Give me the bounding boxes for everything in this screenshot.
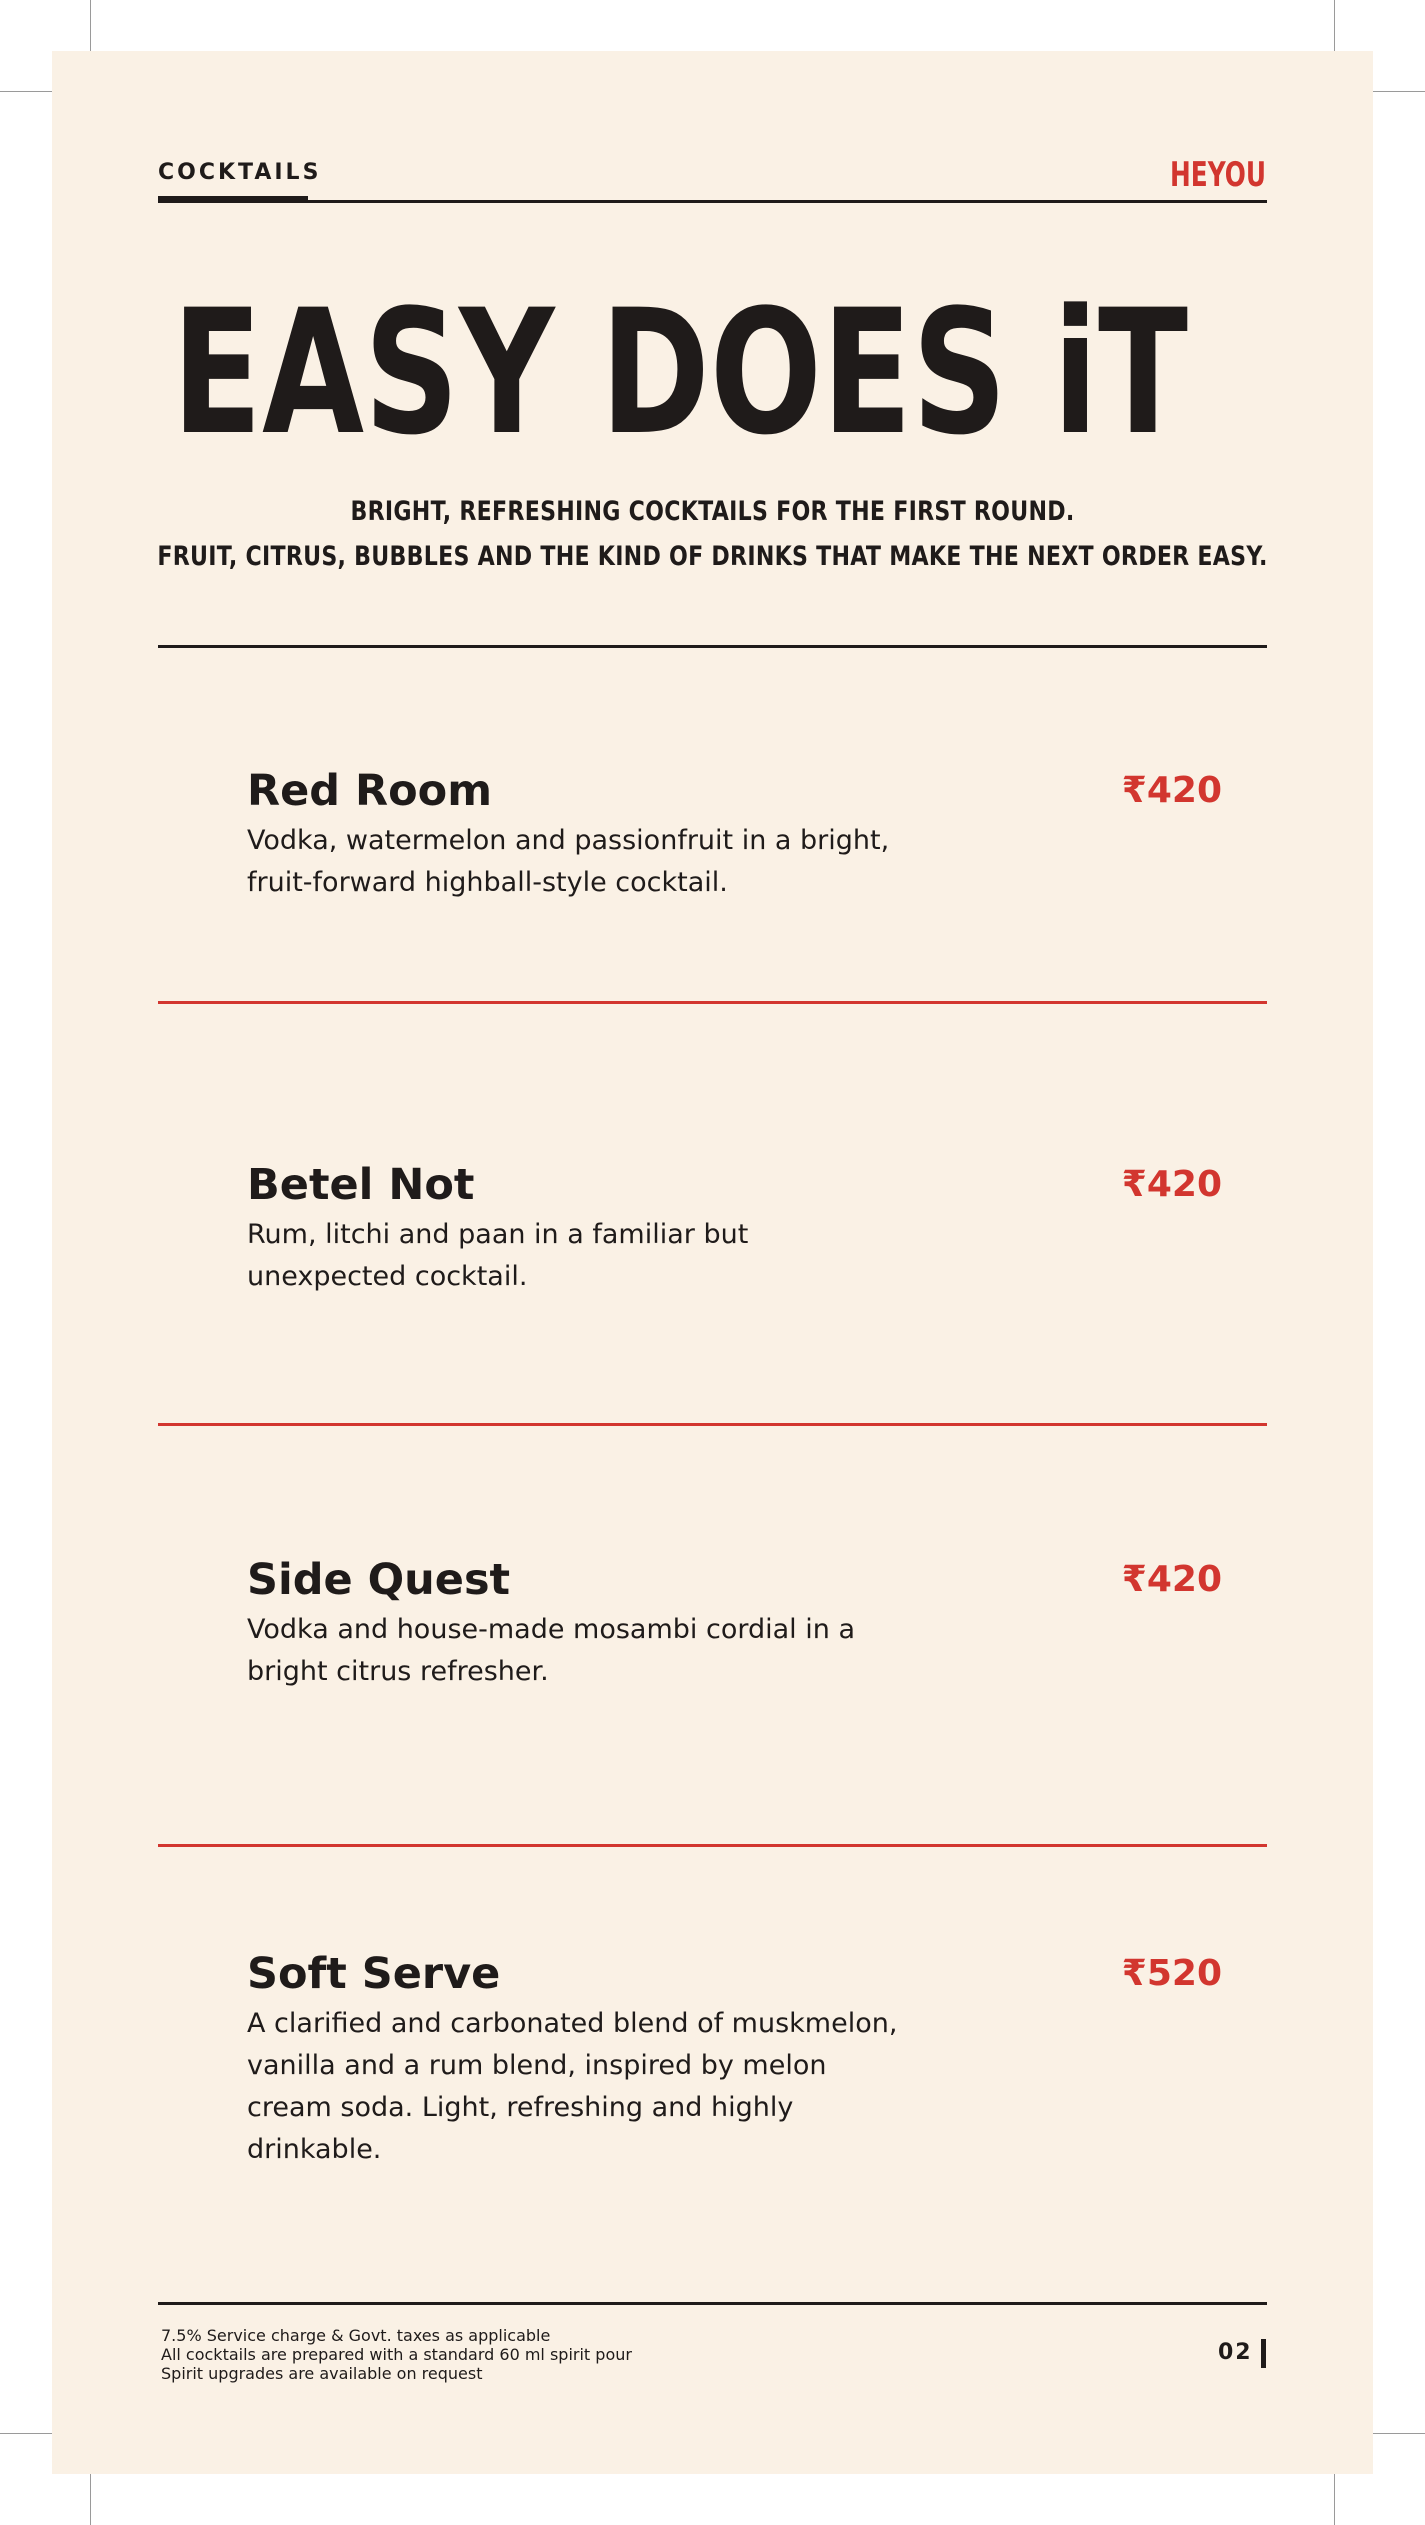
page-number-bar	[1261, 2339, 1266, 2368]
menu-item	[247, 1553, 1277, 1693]
item-name: Betel Not	[247, 1160, 475, 1210]
item-name: Side Quest	[247, 1555, 511, 1605]
menu-item	[247, 1947, 1277, 2171]
brand-logo	[1168, 152, 1268, 194]
item-description: Vodka, watermelon and passionfruit in a bright, fruit-forward highball-style cocktail.	[247, 825, 890, 898]
item-divider	[158, 1844, 1267, 1847]
item-price: ₹420	[1121, 1559, 1222, 1600]
headline	[130, 272, 1230, 473]
item-name: Red Room	[247, 766, 493, 816]
section-label: COCKTAILS	[158, 160, 322, 185]
item-divider	[158, 1423, 1267, 1426]
hero-rule	[158, 645, 1267, 648]
item-description: Vodka and house-made mosambi cordial in a bright citrus refresher.	[247, 1614, 856, 1687]
footer-note: 7.5% Service charge & Govt. taxes as applicable	[161, 2326, 551, 2345]
item-name: Soft Serve	[247, 1949, 501, 1999]
subtitle-line-1: BRIGHT, REFRESHING COCKTAILS FOR THE FIRST ROUND.	[350, 496, 1075, 527]
menu-item	[247, 764, 1277, 904]
item-price: ₹520	[1121, 1953, 1222, 1994]
footer-notes	[161, 2326, 632, 2383]
item-price: ₹420	[1121, 1164, 1222, 1205]
item-divider	[158, 1001, 1267, 1004]
page-number: 02	[1218, 2340, 1253, 2365]
subtitle-line-2: FRUIT, CITRUS, BUBBLES AND THE KIND OF DRINKS THAT MAKE THE NEXT ORDER EASY.	[157, 541, 1268, 572]
footer-rule	[158, 2302, 1267, 2305]
header-rule	[158, 200, 1267, 203]
footer-note: Spirit upgrades are available on request	[161, 2364, 483, 2383]
footer-note: All cocktails are prepared with a standard 60 ml spirit pour	[161, 2345, 632, 2364]
svg-text:EASY DOES iT: EASY DOES iT	[172, 272, 1188, 473]
item-description: A clarified and carbonated blend of muskmelon, vanilla and a rum blend, inspired by melon cream soda. Light, refreshing and highly drinkable.	[247, 2008, 898, 2165]
svg-text:HEYOU: HEYOU	[1170, 155, 1266, 195]
menu-item	[247, 1158, 1277, 1298]
item-description: Rum, litchi and paan in a familiar but unexpected cocktail.	[247, 1219, 749, 1292]
item-price: ₹420	[1121, 770, 1222, 811]
